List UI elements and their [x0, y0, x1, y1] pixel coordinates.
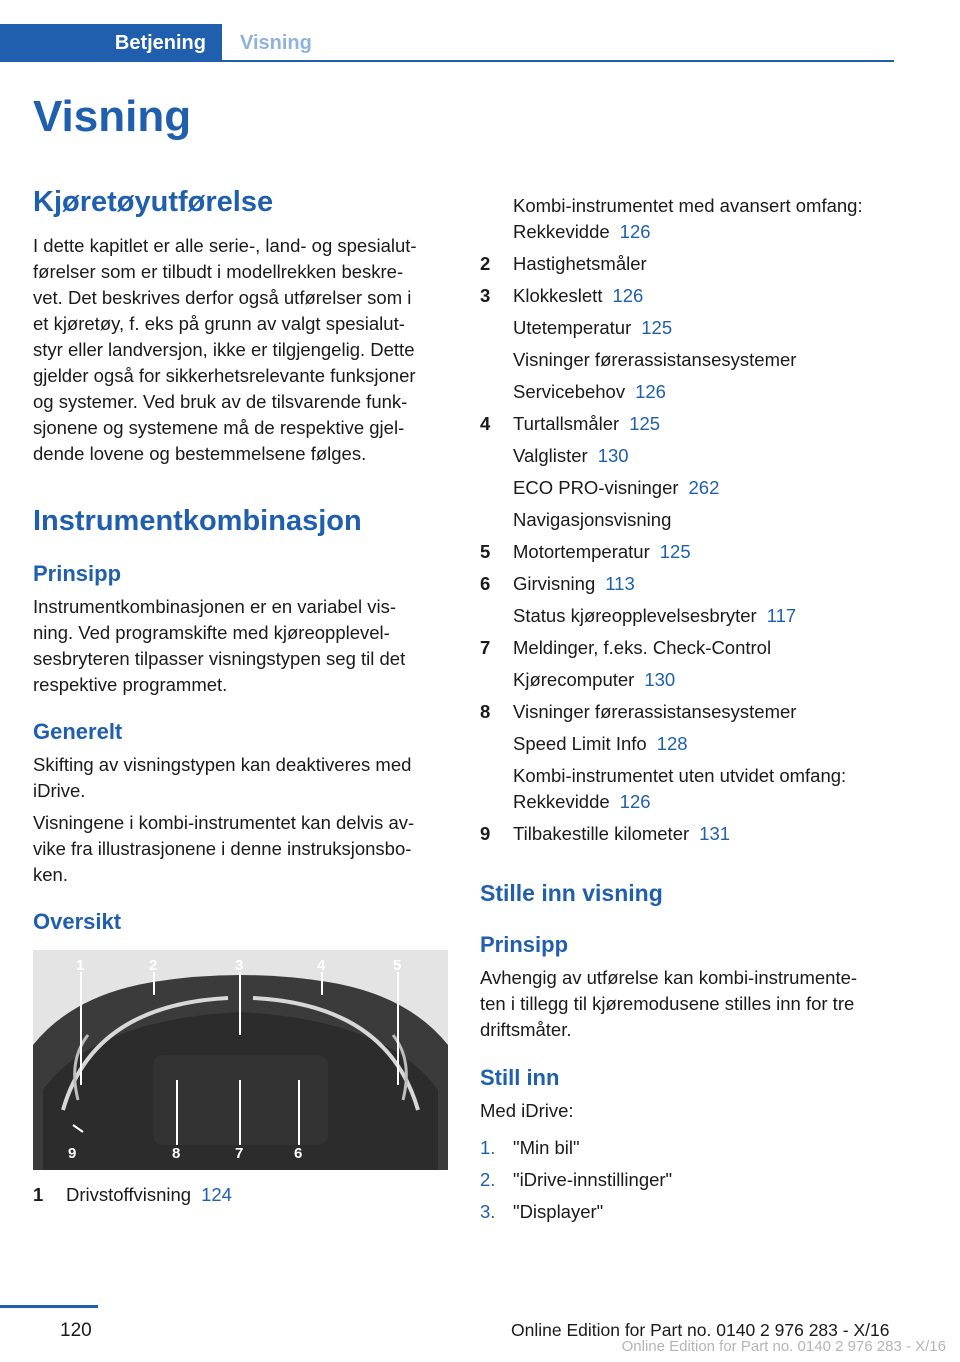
vehicle-line: og systemer. Ved bruk av de tilsvarende funk- — [33, 391, 408, 412]
settings-principle-line: driftsmåter. — [480, 1019, 572, 1040]
legend-text: Kjørecomputer — [513, 669, 635, 690]
general-paragraph-2 — [33, 810, 453, 888]
page-reference-link[interactable]: 126 — [619, 221, 651, 242]
general-line: ken. — [33, 864, 68, 885]
page-reference-link[interactable]: 117 — [766, 605, 797, 626]
general-line: vike fra illustrasjonene i denne instruksjonsbo- — [33, 838, 412, 859]
legend-text: Speed Limit Info — [513, 733, 647, 754]
settings-principle-paragraph — [480, 965, 900, 1043]
page-reference-link[interactable]: 124 — [201, 1184, 232, 1205]
principle-paragraph — [33, 594, 453, 698]
legend-number: 4 — [480, 413, 491, 434]
callout-3: 3 — [235, 957, 244, 974]
legend-text: Turtallsmåler — [513, 413, 620, 434]
legend-text: Girvisning — [513, 573, 596, 594]
step-item — [480, 1167, 672, 1193]
legend-text: Status kjøreopplevelsesbryter — [513, 605, 757, 626]
legend-text: Navigasjonsvisning — [513, 509, 672, 530]
page-number: 120 — [60, 1320, 92, 1341]
chapter-tabs — [0, 24, 894, 62]
heading-general: Generelt — [33, 719, 123, 744]
legend-text: Kombi-instrumentet uten utvidet omfang: — [513, 765, 847, 786]
page-reference-link[interactable]: 126 — [619, 791, 651, 812]
page-reference-link[interactable]: 130 — [597, 445, 629, 466]
general-line: Skifting av visningstypen kan deaktiveres med — [33, 754, 412, 775]
step-item — [480, 1135, 580, 1161]
legend-number: 7 — [480, 637, 491, 658]
footer-rule — [0, 1305, 98, 1308]
step-text: "iDrive-innstillinger" — [513, 1169, 673, 1190]
instrument-cluster-figure — [33, 950, 448, 1170]
vehicle-line: sjonene og systemene må de respektive gjel- — [33, 417, 405, 438]
legend-number: 3 — [480, 285, 491, 306]
callout-9: 9 — [68, 1145, 77, 1162]
callout-1: 1 — [76, 957, 85, 974]
callout-2: 2 — [149, 957, 158, 974]
principle-line: respektive programmet. — [33, 674, 228, 695]
page-reference-link[interactable]: 125 — [659, 541, 691, 562]
vehicle-line: gjelder også for sikkerhetsrelevante funksjoner — [33, 365, 416, 386]
legend-text: Visninger førerassistansesystemer — [513, 701, 797, 722]
legend-number: 9 — [480, 823, 491, 844]
settings-principle-line: Avhengig av utførelse kan kombi-instrumente- — [480, 967, 858, 988]
general-line: Visningene i kombi-instrumentet kan delvis av- — [33, 812, 415, 833]
general-line: iDrive. — [33, 780, 86, 801]
header-rule — [0, 60, 894, 62]
legend-text: Rekkevidde — [513, 221, 610, 242]
page-reference-link[interactable]: 130 — [644, 669, 676, 690]
callout-8: 8 — [172, 1145, 181, 1162]
heading-vehicle: Kjøretøyutførelse — [33, 186, 274, 218]
vehicle-paragraph — [33, 233, 453, 467]
general-paragraph-1 — [33, 752, 453, 804]
callout-7: 7 — [235, 1145, 244, 1162]
vehicle-line: vet. Det beskrives derfor også utførelser som i — [33, 287, 412, 308]
page-title: Visning — [33, 92, 192, 141]
callout-5: 5 — [393, 957, 402, 974]
edition-text: Online Edition for Part no. 0140 2 976 283 - X/16 — [511, 1320, 890, 1340]
page-reference-link[interactable]: 262 — [688, 477, 720, 498]
legend-text: Servicebehov — [513, 381, 626, 402]
legend-number: 5 — [480, 541, 491, 562]
set-intro: Med iDrive: — [480, 1100, 574, 1121]
page-reference-link[interactable]: 128 — [656, 733, 688, 754]
heading-set: Still inn — [480, 1065, 560, 1090]
tab-betjening[interactable]: Betjening — [0, 24, 222, 62]
vehicle-line: et kjøretøy, f. eks på grunn av valgt spesialut- — [33, 313, 405, 334]
step-text: "Displayer" — [513, 1201, 604, 1222]
page-reference-link[interactable]: 126 — [635, 381, 666, 402]
page-reference-link[interactable]: 113 — [605, 573, 635, 594]
legend-text: Utetemperatur — [513, 317, 632, 338]
principle-line: sesbryteren tilpasser visningstypen seg til det — [33, 648, 406, 669]
legend-text: Valglister — [513, 445, 588, 466]
legend-number: 8 — [480, 701, 491, 722]
instrument-cluster-illustration — [33, 950, 448, 1170]
callout-6: 6 — [294, 1145, 303, 1162]
legend-number: 6 — [480, 573, 491, 594]
page-reference-link[interactable]: 126 — [612, 285, 644, 306]
legend-text: ECO PRO-visninger — [513, 477, 679, 498]
principle-line: ning. Ved programskifte med kjøreopplevel- — [33, 622, 390, 643]
page-reference-link[interactable]: 125 — [641, 317, 673, 338]
step-item — [480, 1199, 603, 1225]
callout-4: 4 — [317, 957, 326, 974]
legend-text: Visninger førerassistansesystemer — [513, 349, 797, 370]
legend-text: Kombi-instrumentet med avansert omfang: — [513, 195, 863, 216]
heading-principle: Prinsipp — [33, 561, 122, 586]
principle-line: Instrumentkombinasjonen er en variabel vis- — [33, 596, 396, 617]
heading-overview: Oversikt — [33, 909, 122, 934]
legend-text: Hastighetsmåler — [513, 253, 647, 274]
vehicle-line: dende lovene og bestemmelsene følges. — [33, 443, 367, 464]
legend-text: Drivstoffvisning — [66, 1184, 192, 1205]
watermark: Online Edition for Part no. 0140 2 976 283 - X/16 — [621, 1338, 946, 1355]
step-number: 3. — [480, 1201, 496, 1222]
step-number: 2. — [480, 1169, 496, 1190]
page-reference-link[interactable]: 125 — [629, 413, 661, 434]
heading-settings: Stille inn visning — [480, 880, 663, 906]
legend-text: Motortemperatur — [513, 541, 650, 562]
settings-principle-line: ten i tillegg til kjøremodusene stilles inn for tre — [480, 993, 855, 1014]
legend-text: Tilbakestille kilometer — [513, 823, 690, 844]
vehicle-line: førelser som er tilbudt i modellrekken beskre- — [33, 261, 404, 282]
legend-number: 2 — [480, 253, 491, 274]
page-reference-link[interactable]: 131 — [699, 823, 731, 844]
legend-text: Klokkeslett — [513, 285, 603, 306]
heading-settings-principle: Prinsipp — [480, 932, 569, 957]
vehicle-line: styr eller landversjon, ikke er tilgjengelig. Dette — [33, 339, 415, 360]
step-number: 1. — [480, 1137, 496, 1158]
legend-number: 1 — [33, 1184, 44, 1205]
step-text: "Min bil" — [513, 1137, 580, 1158]
vehicle-line: I dette kapitlet er alle serie-, land- og spesialut- — [33, 235, 417, 256]
legend-text: Meldinger, f.eks. Check-Control — [513, 637, 772, 658]
legend-text: Rekkevidde — [513, 791, 610, 812]
tab-visning[interactable]: Visning — [240, 32, 312, 54]
heading-instrument: Instrumentkombinasjon — [33, 505, 362, 537]
